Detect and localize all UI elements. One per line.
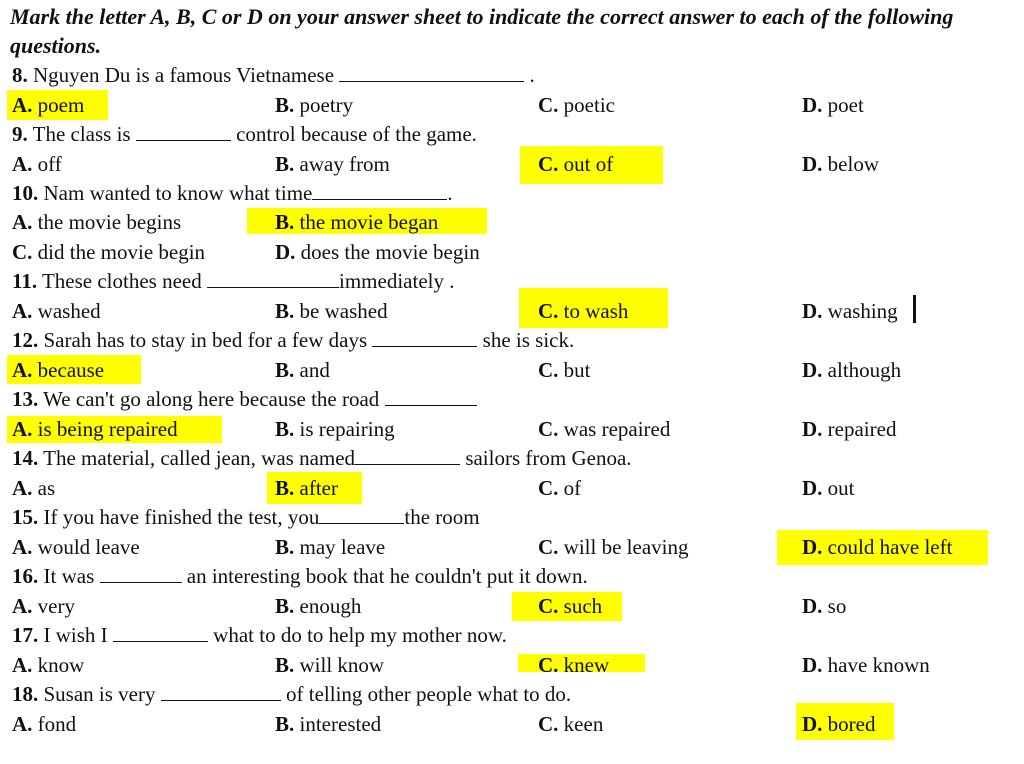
text-cursor: [913, 295, 916, 323]
option-text: out of: [563, 152, 614, 176]
option-text: will be leaving: [563, 535, 689, 559]
option-letter: A.: [12, 535, 33, 559]
option-q14-d[interactable]: [802, 475, 855, 501]
answer-blank: [100, 564, 182, 583]
option-text: after: [299, 476, 338, 500]
option-text: very: [37, 594, 75, 618]
option-letter: B.: [275, 594, 295, 618]
question-number: 10.: [12, 181, 39, 205]
option-q17-c[interactable]: [538, 652, 609, 678]
answer-blank: [207, 269, 339, 288]
option-letter: A.: [12, 358, 33, 382]
option-q11-c[interactable]: [538, 298, 628, 324]
option-text: may leave: [299, 535, 386, 559]
option-letter: A.: [12, 210, 33, 234]
option-letter: D.: [802, 476, 823, 500]
option-q18-d[interactable]: [802, 711, 876, 737]
option-q12-b[interactable]: [275, 357, 330, 383]
question-text-before: Nam wanted to know what time: [43, 181, 313, 205]
question-text-before: These clothes need: [41, 269, 202, 293]
option-q16-d[interactable]: [802, 593, 846, 619]
option-q9-d[interactable]: [802, 151, 879, 177]
option-q13-b[interactable]: [275, 416, 395, 442]
answer-blank: [339, 63, 524, 82]
option-letter: D.: [802, 358, 823, 382]
option-text: would leave: [37, 535, 140, 559]
option-letter: B.: [275, 299, 295, 323]
option-q10-a[interactable]: [12, 209, 181, 235]
question-15: [12, 504, 480, 530]
option-letter: C.: [538, 594, 559, 618]
option-text: repaired: [827, 417, 897, 441]
question-text-after: immediately .: [339, 269, 455, 293]
option-text: out: [827, 476, 855, 500]
answer-blank: [312, 181, 447, 200]
option-text: know: [37, 653, 85, 677]
option-q18-b[interactable]: [275, 711, 381, 737]
option-q8-c[interactable]: [538, 92, 615, 118]
question-text-before: I wish I: [43, 623, 108, 647]
option-text: knew: [563, 653, 610, 677]
option-letter: D.: [275, 240, 296, 264]
question-number: 11.: [12, 269, 38, 293]
option-q11-a[interactable]: [12, 298, 101, 324]
option-q9-b[interactable]: [275, 151, 390, 177]
option-text: could have left: [827, 535, 953, 559]
option-q16-b[interactable]: [275, 593, 361, 619]
option-letter: C.: [538, 417, 559, 441]
question-11: [12, 268, 454, 294]
option-text: interested: [299, 712, 382, 736]
option-letter: C.: [538, 93, 559, 117]
option-text: poet: [827, 93, 864, 117]
option-letter: D.: [802, 594, 823, 618]
option-text: such: [563, 594, 603, 618]
option-q14-c[interactable]: [538, 475, 581, 501]
option-letter: A.: [12, 476, 33, 500]
answer-blank: [319, 505, 404, 524]
option-text: poetic: [563, 93, 615, 117]
option-q16-a[interactable]: [12, 593, 75, 619]
option-letter: D.: [802, 535, 823, 559]
option-letter: C.: [12, 240, 33, 264]
option-letter: C.: [538, 358, 559, 382]
option-letter: C.: [538, 152, 559, 176]
answer-blank: [161, 682, 281, 701]
option-text: off: [37, 152, 62, 176]
answer-blank: [136, 122, 231, 141]
option-q8-d[interactable]: [802, 92, 864, 118]
question-18: [12, 681, 571, 707]
option-q10-b[interactable]: [275, 209, 438, 235]
option-text: is being repaired: [37, 417, 178, 441]
option-text: will know: [299, 653, 385, 677]
question-number: 9.: [12, 122, 28, 146]
option-letter: D.: [802, 653, 823, 677]
option-text: the movie begins: [37, 210, 182, 234]
option-letter: B.: [275, 712, 295, 736]
option-text: away from: [299, 152, 390, 176]
option-text: bored: [827, 712, 876, 736]
option-q8-b[interactable]: [275, 92, 353, 118]
question-number: 13.: [12, 387, 39, 411]
option-letter: A.: [12, 653, 33, 677]
option-text: the movie began: [299, 210, 439, 234]
option-q11-b[interactable]: [275, 298, 388, 324]
option-letter: D.: [802, 93, 823, 117]
question-9: [12, 121, 477, 147]
question-number: 17.: [12, 623, 39, 647]
option-q12-d[interactable]: [802, 357, 901, 383]
option-letter: B.: [275, 417, 295, 441]
question-text-after: sailors from Genoa.: [465, 446, 632, 470]
option-q10-c[interactable]: [12, 239, 205, 265]
option-q12-c[interactable]: [538, 357, 591, 383]
option-q13-d[interactable]: [802, 416, 896, 442]
option-q17-d[interactable]: [802, 652, 930, 678]
option-text: as: [37, 476, 56, 500]
option-text: to wash: [563, 299, 629, 323]
option-letter: C.: [538, 476, 559, 500]
answer-blank: [385, 387, 477, 406]
option-letter: C.: [538, 299, 559, 323]
option-letter: D.: [802, 299, 823, 323]
option-q15-d[interactable]: [802, 534, 952, 560]
question-text-after: the room: [404, 505, 480, 529]
option-q13-c[interactable]: [538, 416, 670, 442]
option-q9-c[interactable]: [538, 151, 613, 177]
question-16: [12, 563, 588, 589]
question-12: [12, 327, 574, 353]
option-letter: A.: [12, 417, 33, 441]
option-letter: B.: [275, 210, 295, 234]
answer-blank: [372, 328, 477, 347]
question-text-before: The material, called jean, was named: [43, 446, 356, 470]
option-q14-a[interactable]: [12, 475, 55, 501]
option-q18-c[interactable]: [538, 711, 603, 737]
question-10: [12, 180, 453, 206]
option-text: be washed: [299, 299, 388, 323]
option-letter: C.: [538, 653, 559, 677]
option-q13-a[interactable]: [12, 416, 178, 442]
option-text: poetry: [299, 93, 354, 117]
question-number: 15.: [12, 505, 39, 529]
option-text: enough: [299, 594, 362, 618]
question-text-after: .: [529, 63, 535, 87]
option-text: but: [563, 358, 591, 382]
option-q8-a[interactable]: [12, 92, 84, 118]
option-q10-d[interactable]: [275, 239, 480, 265]
question-text-before: The class is: [32, 122, 131, 146]
question-number: 16.: [12, 564, 39, 588]
option-letter: B.: [275, 358, 295, 382]
option-letter: D.: [802, 417, 823, 441]
answer-blank: [355, 446, 460, 465]
option-q15-a[interactable]: [12, 534, 140, 560]
option-text: have known: [827, 653, 930, 677]
question-17: [12, 622, 507, 648]
option-text: because: [37, 358, 105, 382]
option-letter: C.: [538, 535, 559, 559]
option-text: poem: [37, 93, 85, 117]
option-text: does the movie begin: [300, 240, 480, 264]
option-letter: D.: [802, 152, 823, 176]
option-letter: A.: [12, 93, 33, 117]
question-13: [12, 386, 477, 412]
option-q17-a[interactable]: [12, 652, 84, 678]
option-text: and: [299, 358, 330, 382]
option-letter: B.: [275, 476, 295, 500]
option-letter: B.: [275, 653, 295, 677]
question-text-before: Nguyen Du is a famous Vietnamese: [33, 63, 335, 87]
question-number: 14.: [12, 446, 39, 470]
option-text: washing: [827, 299, 898, 323]
question-number: 8.: [12, 63, 28, 87]
option-q12-a[interactable]: [12, 357, 104, 383]
option-text: washed: [37, 299, 101, 323]
option-letter: A.: [12, 594, 33, 618]
option-text: although: [827, 358, 902, 382]
question-text-after: control because of the game.: [236, 122, 477, 146]
question-text-before: It was: [43, 564, 95, 588]
option-q15-c[interactable]: [538, 534, 688, 560]
answer-blank: [113, 623, 208, 642]
question-text-before: If you have finished the test, you: [43, 505, 320, 529]
option-q9-a[interactable]: [12, 151, 62, 177]
option-letter: B.: [275, 152, 295, 176]
option-letter: B.: [275, 535, 295, 559]
option-q15-b[interactable]: [275, 534, 385, 560]
question-14: [12, 445, 632, 471]
option-text: was repaired: [563, 417, 671, 441]
instruction-text: Mark the letter A, B, C or D on your answer sheet to indicate the correct answer to each of the following questions.: [10, 4, 954, 58]
option-q18-a[interactable]: [12, 711, 76, 737]
question-text-after: what to do to help my mother now.: [213, 623, 507, 647]
option-letter: A.: [12, 152, 33, 176]
question-text-after: an interesting book that he couldn't put it down.: [186, 564, 588, 588]
question-text-before: Susan is very: [43, 682, 156, 706]
option-letter: C.: [538, 712, 559, 736]
question-text-after: she is sick.: [482, 328, 575, 352]
option-text: is repairing: [299, 417, 395, 441]
option-letter: A.: [12, 712, 33, 736]
question-8: [12, 62, 535, 88]
question-text-before: Sarah has to stay in bed for a few days: [43, 328, 368, 352]
option-q11-d[interactable]: [802, 298, 898, 324]
option-letter: B.: [275, 93, 295, 117]
question-text-after: .: [447, 181, 453, 205]
option-letter: D.: [802, 712, 823, 736]
option-letter: A.: [12, 299, 33, 323]
option-text: of: [563, 476, 582, 500]
question-text-before: We can't go along here because the road: [43, 387, 380, 411]
option-text: so: [827, 594, 847, 618]
option-text: below: [827, 152, 879, 176]
option-q14-b[interactable]: [275, 475, 338, 501]
question-number: 12.: [12, 328, 39, 352]
option-text: fond: [37, 712, 77, 736]
option-text: did the movie begin: [37, 240, 206, 264]
question-text-after: of telling other people what to do.: [286, 682, 572, 706]
question-number: 18.: [12, 682, 39, 706]
option-q16-c[interactable]: [538, 593, 602, 619]
option-text: keen: [563, 712, 604, 736]
option-q17-b[interactable]: [275, 652, 384, 678]
